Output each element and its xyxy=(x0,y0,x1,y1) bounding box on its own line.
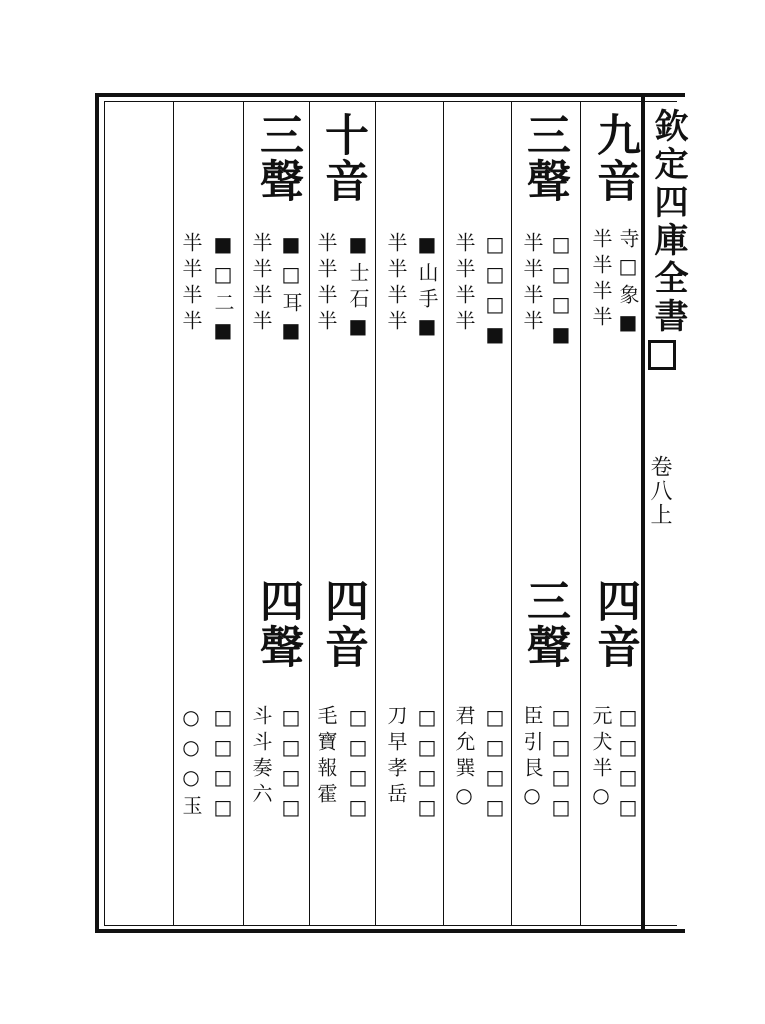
rhyme-head: 四聲 xyxy=(252,578,303,670)
volume-label: 卷八上 xyxy=(647,455,672,527)
rhyme-entry: □□□□ xyxy=(415,705,439,825)
rhyme-entry: □□□□ xyxy=(279,705,303,825)
rhyme-entry: □□□□ xyxy=(483,705,507,825)
rhyme-head: 四音 xyxy=(589,578,640,670)
rhyme-entry: ■□耳■ xyxy=(279,232,303,348)
rhyme-entry: 半半半半 xyxy=(520,232,544,336)
rhyme-entry: □□□■ xyxy=(483,232,507,352)
rhyme-entry: 寺□象■ xyxy=(616,228,640,340)
rhyme-entry: 半半半半 xyxy=(384,232,408,336)
rhyme-entry: ■士石■ xyxy=(346,232,370,344)
rhyme-entry: □□□□ xyxy=(346,705,370,825)
column-rule xyxy=(309,101,310,926)
rhyme-entry: 元犬半○ xyxy=(589,705,613,813)
column-rule xyxy=(243,101,244,926)
rhyme-entry: 君允巽○ xyxy=(452,705,476,813)
rhyme-head: 三聲 xyxy=(519,578,570,670)
rhyme-head: 三聲 xyxy=(519,112,570,204)
margin-border xyxy=(641,93,645,933)
rhyme-head: 三聲 xyxy=(252,112,303,204)
rhyme-entry: 半半半半 xyxy=(589,228,613,332)
rhyme-entry: 毛寶報霍 xyxy=(314,705,338,809)
rhyme-entry: 半半半半 xyxy=(179,232,203,336)
rhyme-entry: ○○○玉 xyxy=(179,705,203,821)
column-rule xyxy=(173,101,174,926)
rhyme-entry: 半半半半 xyxy=(249,232,273,336)
rhyme-entry: ■山手■ xyxy=(415,232,439,344)
rhyme-entry: 半半半半 xyxy=(314,232,338,336)
rhyme-entry: 半半半半 xyxy=(452,232,476,336)
rhyme-entry: □□□■ xyxy=(549,232,573,352)
rhyme-head: 十音 xyxy=(317,112,368,204)
rhyme-head: 四音 xyxy=(317,578,368,670)
rhyme-entry: 斗斗奏六 xyxy=(249,705,273,809)
column-rule xyxy=(443,101,444,926)
rhyme-entry: □□□□ xyxy=(616,705,640,825)
column-rule xyxy=(375,101,376,926)
book-title: 欽定四庫全書 xyxy=(648,108,688,336)
rhyme-entry: 刀早孝岳 xyxy=(384,705,408,809)
rhyme-entry: □□□□ xyxy=(549,705,573,825)
rhyme-head: 九音 xyxy=(589,112,640,204)
column-rule xyxy=(511,101,512,926)
seal-mark xyxy=(648,340,676,370)
rhyme-entry: 臣引艮○ xyxy=(520,705,544,813)
rhyme-entry: ■□二■ xyxy=(211,232,235,348)
rhyme-entry: □□□□ xyxy=(211,705,235,825)
column-rule xyxy=(580,101,581,926)
